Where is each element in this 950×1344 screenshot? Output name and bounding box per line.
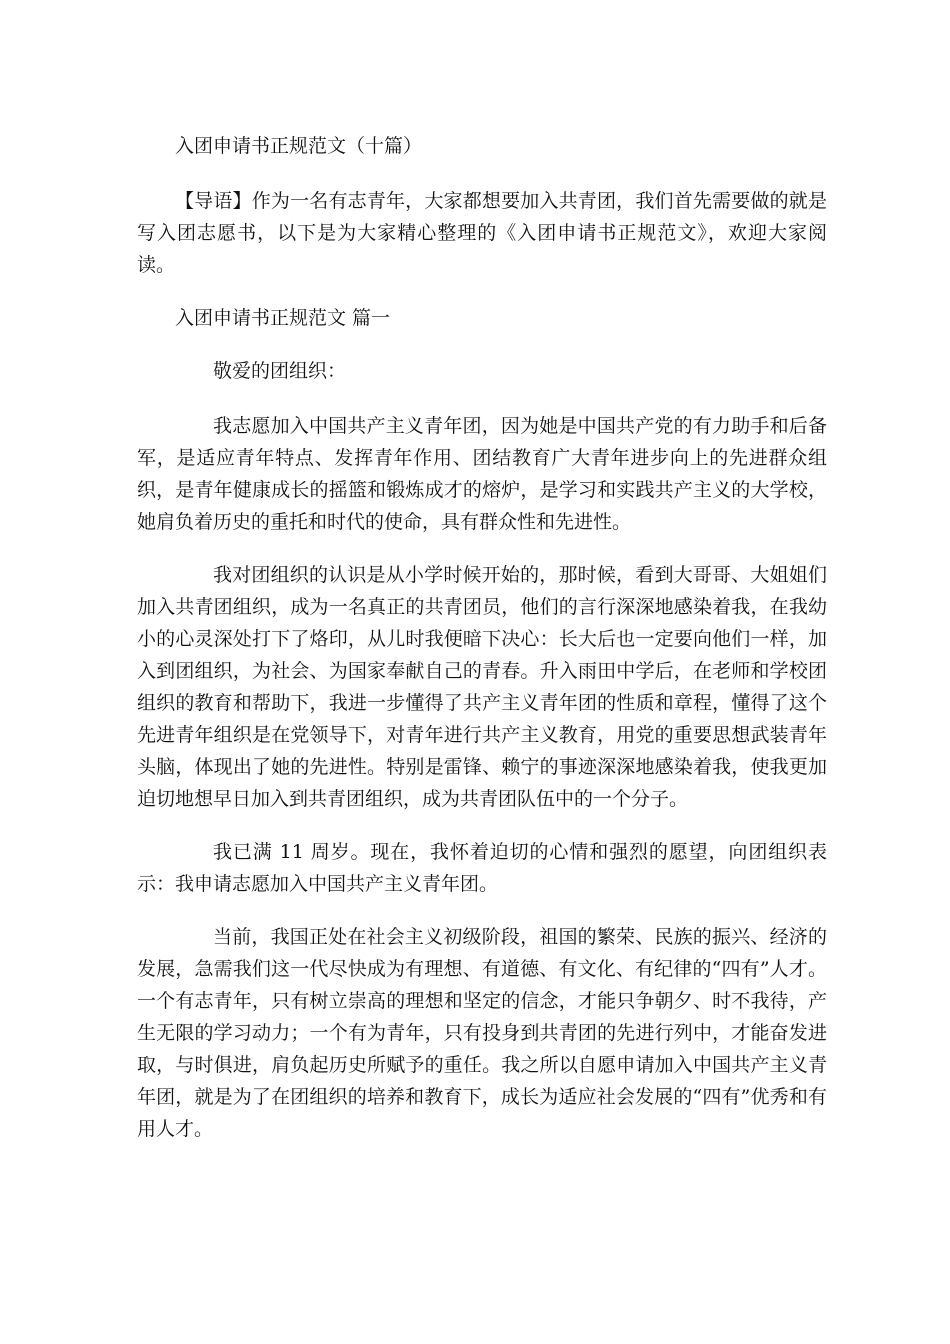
body-paragraph-4: 当前，我国正处在社会主义初级阶段，祖国的繁荣、民族的振兴、经济的发展，急需我们这一代尽快成为有理想、有道德、有文化、有纪律的“四有”人才。一个有志青年，只有树立崇高的理想和坚定的信念，才能只争朝夕、时不我待，产生无限的学习动力；一个有为青年，只有投身到共青团的先进行列中，才能奋发进取，与时俱进，肩负起历史所赋予的重任。我之所以自愿申请加入中国共产主义青年团，就是为了在团组织的培养和教育下，成长为适应社会发展的“四有”优秀和有用人才。 [137,926,827,1140]
body-paragraph-1: 我志愿加入中国共产主义青年团，因为她是中国共产党的有力助手和后备军，是适应青年特点、发挥青年作用、团结教育广大青年进步向上的先进群众组织，是青年健康成长的摇篮和锻炼成才的熔炉，是学习和实践共产主义的大学校，她肩负着历史的重托和时代的使命，具有群众性和先进性。 [137,415,827,533]
body-paragraph-2: 我对团组织的认识是从小学时候开始的，那时候，看到大哥哥、大姐姐们加入共青团组织，成为一名真正的共青团员，他们的言行深深地感染着我，在我幼小的心灵深处打下了烙印，从儿时我便暗下决心：长大后也一定要向他们一样，加入到团组织，为社会、为国家奉献自己的青春。升入雨田中学后，在老师和学校团组织的教育和帮助下，我进一步懂得了共产主义青年团的性质和章程，懂得了这个先进青年组织是在党领导下，对青年进行共产主义教育，用党的重要思想武装青年头脑，体现出了她的先进性。特别是雷锋、赖宁的事迹深深地感染着我，使我更加迫切地想早日加入到共青团组织，成为共青团队伍中的一个分子。 [137,564,827,810]
document-body [137,130,827,1166]
body-paragraph-3: 我已满 11 周岁。现在，我怀着迫切的心情和强烈的愿望，向团组织表示：我申请志愿加入中国共产主义青年团。 [137,841,827,895]
intro-paragraph: 【导语】作为一名有志青年，大家都想要加入共青团，我们首先需要做的就是写入团志愿书，以下是为大家精心整理的《入团申请书正规范文》，欢迎大家阅读。 [137,190,827,276]
document-title: 入团申请书正规范文（十篇） [175,135,423,157]
salutation: 敬爱的团组织： [213,360,347,382]
section-heading: 入团申请书正规范文 篇一 [175,307,391,329]
